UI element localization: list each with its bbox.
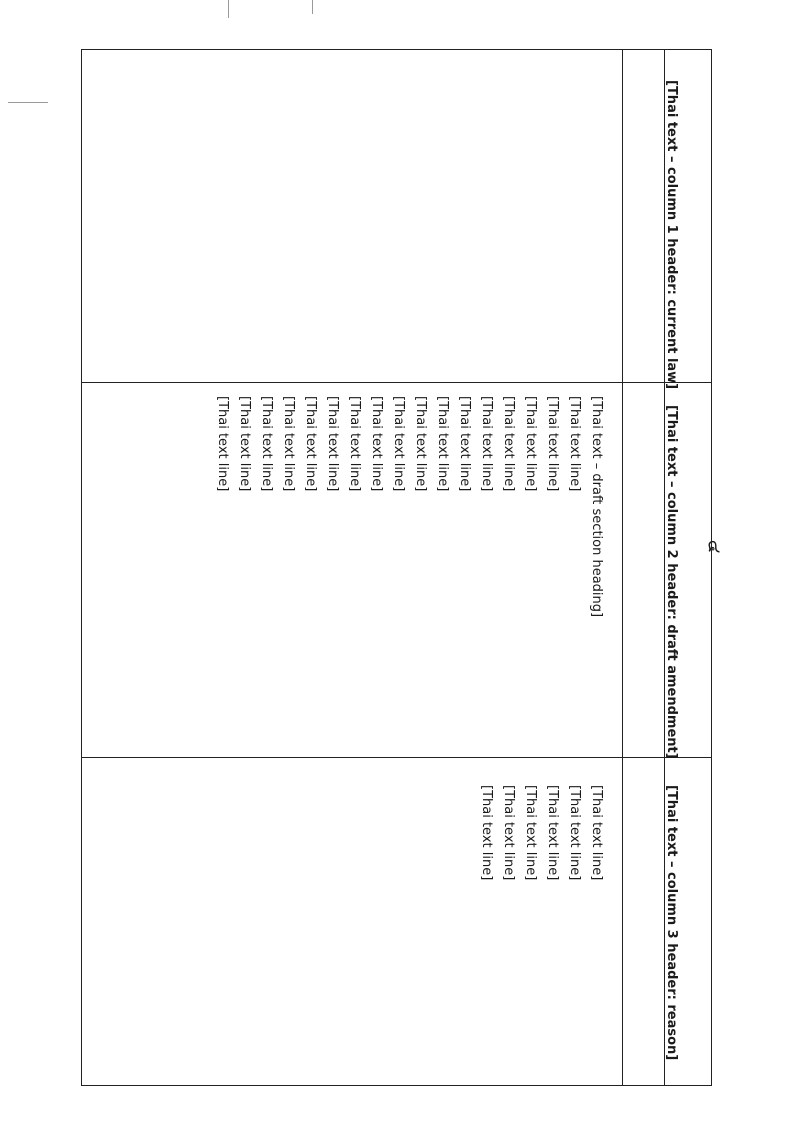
scan-mark (8, 102, 48, 103)
header-current-law-text: [Thai text – column 1 header: current law] (664, 80, 679, 390)
row-divider (82, 757, 711, 758)
reason-line: [Thai text line] (589, 785, 604, 881)
draft-body (211, 396, 607, 617)
draft-line: [Thai text line] (281, 396, 296, 492)
draft-line: [Thai text line] (435, 396, 450, 492)
draft-line: [Thai text line] (501, 396, 516, 492)
draft-line: [Thai text – draft section heading] (589, 396, 604, 618)
draft-line: [Thai text line] (215, 396, 230, 492)
header-reason-text: [Thai text – column 3 header: reason] (664, 785, 679, 1061)
header-draft-text: [Thai text – column 2 header: draft amendment] (664, 405, 679, 759)
reason-body (475, 785, 607, 880)
reason-line: [Thai text line] (523, 785, 538, 881)
draft-line: [Thai text line] (237, 396, 252, 492)
row-divider (82, 382, 711, 383)
draft-line: [Thai text line] (413, 396, 428, 492)
draft-line: [Thai text line] (325, 396, 340, 492)
reason-line: [Thai text line] (479, 785, 494, 881)
draft-line: [Thai text line] (545, 396, 560, 492)
comparison-table (81, 49, 712, 1086)
draft-line: [Thai text line] (259, 396, 274, 492)
draft-line: [Thai text line] (479, 396, 494, 492)
scan-mark (228, 0, 229, 18)
draft-line: [Thai text line] (567, 396, 582, 492)
header-draft (660, 405, 682, 759)
draft-line: [Thai text line] (457, 396, 472, 492)
reason-line: [Thai text line] (501, 785, 516, 881)
draft-line: [Thai text line] (391, 396, 406, 492)
reason-line: [Thai text line] (545, 785, 560, 881)
draft-line: [Thai text line] (369, 396, 384, 492)
header-current-law (660, 80, 682, 389)
column-divider (622, 50, 623, 1085)
reason-line: [Thai text line] (567, 785, 582, 881)
draft-line: [Thai text line] (523, 396, 538, 492)
draft-line: [Thai text line] (347, 396, 362, 492)
header-reason (660, 785, 682, 1060)
scan-mark (312, 0, 313, 14)
draft-line: [Thai text line] (303, 396, 318, 492)
page-number: ๔ (703, 539, 725, 554)
